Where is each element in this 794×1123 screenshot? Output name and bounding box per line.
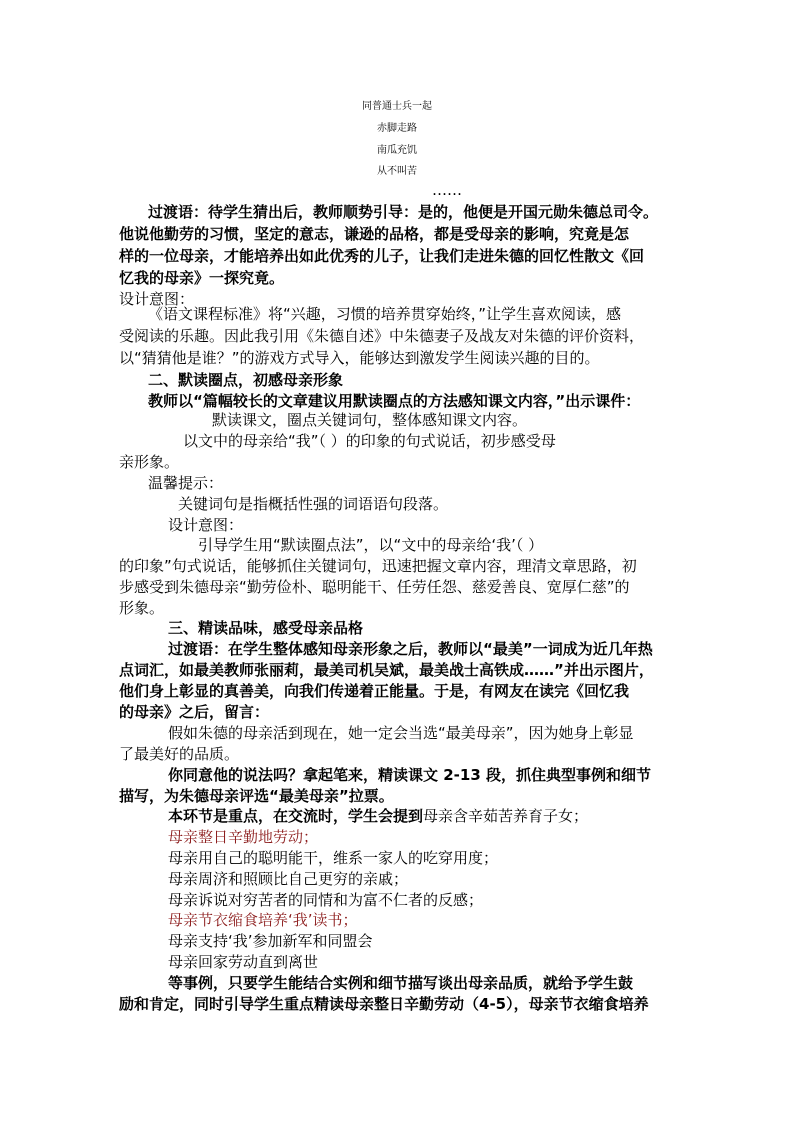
question-line-1: 你同意他的说法吗？拿起笔来，精读课文 2-13 段，抓住典型事例和细节 <box>168 766 651 784</box>
list-item: 母亲支持‘我’参加新军和同盟会 <box>168 932 373 950</box>
transition-line-3: 样的一位母亲，才能培养出如此优秀的儿子，让我们走进朱德的回忆性散文《回 <box>119 247 645 265</box>
list-item: 母亲诉说对穷苦者的同情和为富不仁者的反感； <box>168 891 484 909</box>
section-3-transition-line-1: 过渡语：在学生整体感知母亲形象之后，教师以“最美”一词成为近几年热 <box>168 640 653 658</box>
list-item: 母亲用自己的聪明能干，维系一家人的吃穿用度； <box>168 849 499 867</box>
transition-line-2: 他说他勤劳的习惯，坚定的意志，谦逊的品格，都是受母亲的影响，究竟是怎 <box>119 225 630 243</box>
design-intent-line-1: 《语文课程标准》将“兴趣，习惯的培养贯穿始终，”让学生喜欢阅读，感 <box>148 305 622 323</box>
quote-line-1: 假如朱德的母亲活到现在，她一定会当选“最美母亲”，因为她身上彰显 <box>168 724 634 742</box>
list-item: 母亲节衣缩食培养‘我’读书； <box>168 911 358 929</box>
tip-text: 关键词句是指概括性强的词语语句段落。 <box>178 495 449 513</box>
tip-heading: 温馨提示： <box>148 474 224 492</box>
section-2-task-2-line-2: 亲形象。 <box>119 453 180 471</box>
focus-line <box>168 806 588 826</box>
design-intent-line-3: 以“猜猜他是谁？”的游戏方式导入，能够达到激发学生阅读兴趣的目的。 <box>119 349 600 367</box>
section-2-heading: 二、默读圈点，初感母亲形象 <box>148 371 344 389</box>
poem-line-4: 从不叫苦 <box>377 166 417 177</box>
list-item: 母亲整日辛勤地劳动； <box>168 828 319 846</box>
section-2-teacher: 教师以“篇幅较长的文章建议用默读圈点的方法感知课文内容，”出示课件： <box>148 392 641 410</box>
transition-line-1: 过渡语：待学生猜出后，教师顺势引导：是的，他便是开国元勋朱德总司令。 <box>148 203 659 221</box>
design-intent-line-2: 受阅读的乐趣。因此我引用《朱德自述》中朱德妻子及战友对朱德的评价资料， <box>119 327 645 345</box>
design-intent-2-line-3: 步感受到朱德母亲“勤劳俭朴、聪明能干、任劳任怨、慈爱善良、宽厚仁慈”的 <box>119 578 630 596</box>
design-intent-2-line-4: 形象。 <box>119 599 165 617</box>
section-3-heading: 三、精读品味，感受母亲品格 <box>168 619 364 637</box>
transition-line-4: 忆我的母亲》一探究竟。 <box>119 269 285 287</box>
focus-bold-text: 本环节是重点，在交流时，学生会提到 <box>168 807 424 825</box>
section-3-transition-line-3: 他们身上彰显的真善美，向我们传递着正能量。于是，有网友在读完《回忆我 <box>119 682 630 700</box>
section-3-transition-line-4: 的母亲》之后，留言： <box>119 703 270 721</box>
question-line-2: 描写，为朱德母亲评选“最美母亲”拉票。 <box>119 787 394 805</box>
poem-ellipsis: …… <box>432 181 462 199</box>
design-intent-2-line-2: 的印象”句式说话，能够抓住关键词句，迅速把握文章内容，理清文章思路，初 <box>119 557 637 575</box>
quote-line-2: 了最美好的品质。 <box>119 745 240 763</box>
closing-line-2: 励和肯定，同时引导学生重点精读母亲整日辛勤劳动（4-5），母亲节衣缩食培养 <box>119 995 649 1013</box>
poem-line-1: 同普通士兵一起 <box>362 101 432 112</box>
closing-line-1: 等事例，只要学生能结合实例和细节描写谈出母亲品质，就给予学生鼓 <box>168 974 634 992</box>
design-intent-2-heading: 设计意图： <box>168 516 244 534</box>
focus-item-text: 母亲含辛茹苦养育子女； <box>423 807 589 825</box>
section-2-task-1: 默读课文，圈点关键词句，整体感知课文内容。 <box>212 411 528 429</box>
section-2-task-2-line-1: 以文中的母亲给“我”（ ）的印象的句式说话，初步感受母 <box>183 432 556 450</box>
list-item: 母亲周济和照顾比自己更穷的亲戚； <box>168 870 409 888</box>
design-intent-heading: 设计意图： <box>119 290 195 308</box>
section-3-transition-line-2: 点词汇，如最美教师张丽莉，最美司机吴斌，最美战士高铁成……”并出示图片， <box>119 661 654 679</box>
poem-line-2: 赤脚走路 <box>377 123 417 134</box>
design-intent-2-line-1: 引导学生用“默读圈点法”，以“文中的母亲给‘我’（ ） <box>198 536 544 554</box>
list-item: 母亲回家劳动直到离世 <box>168 953 319 971</box>
poem-line-3: 南瓜充饥 <box>377 145 417 156</box>
